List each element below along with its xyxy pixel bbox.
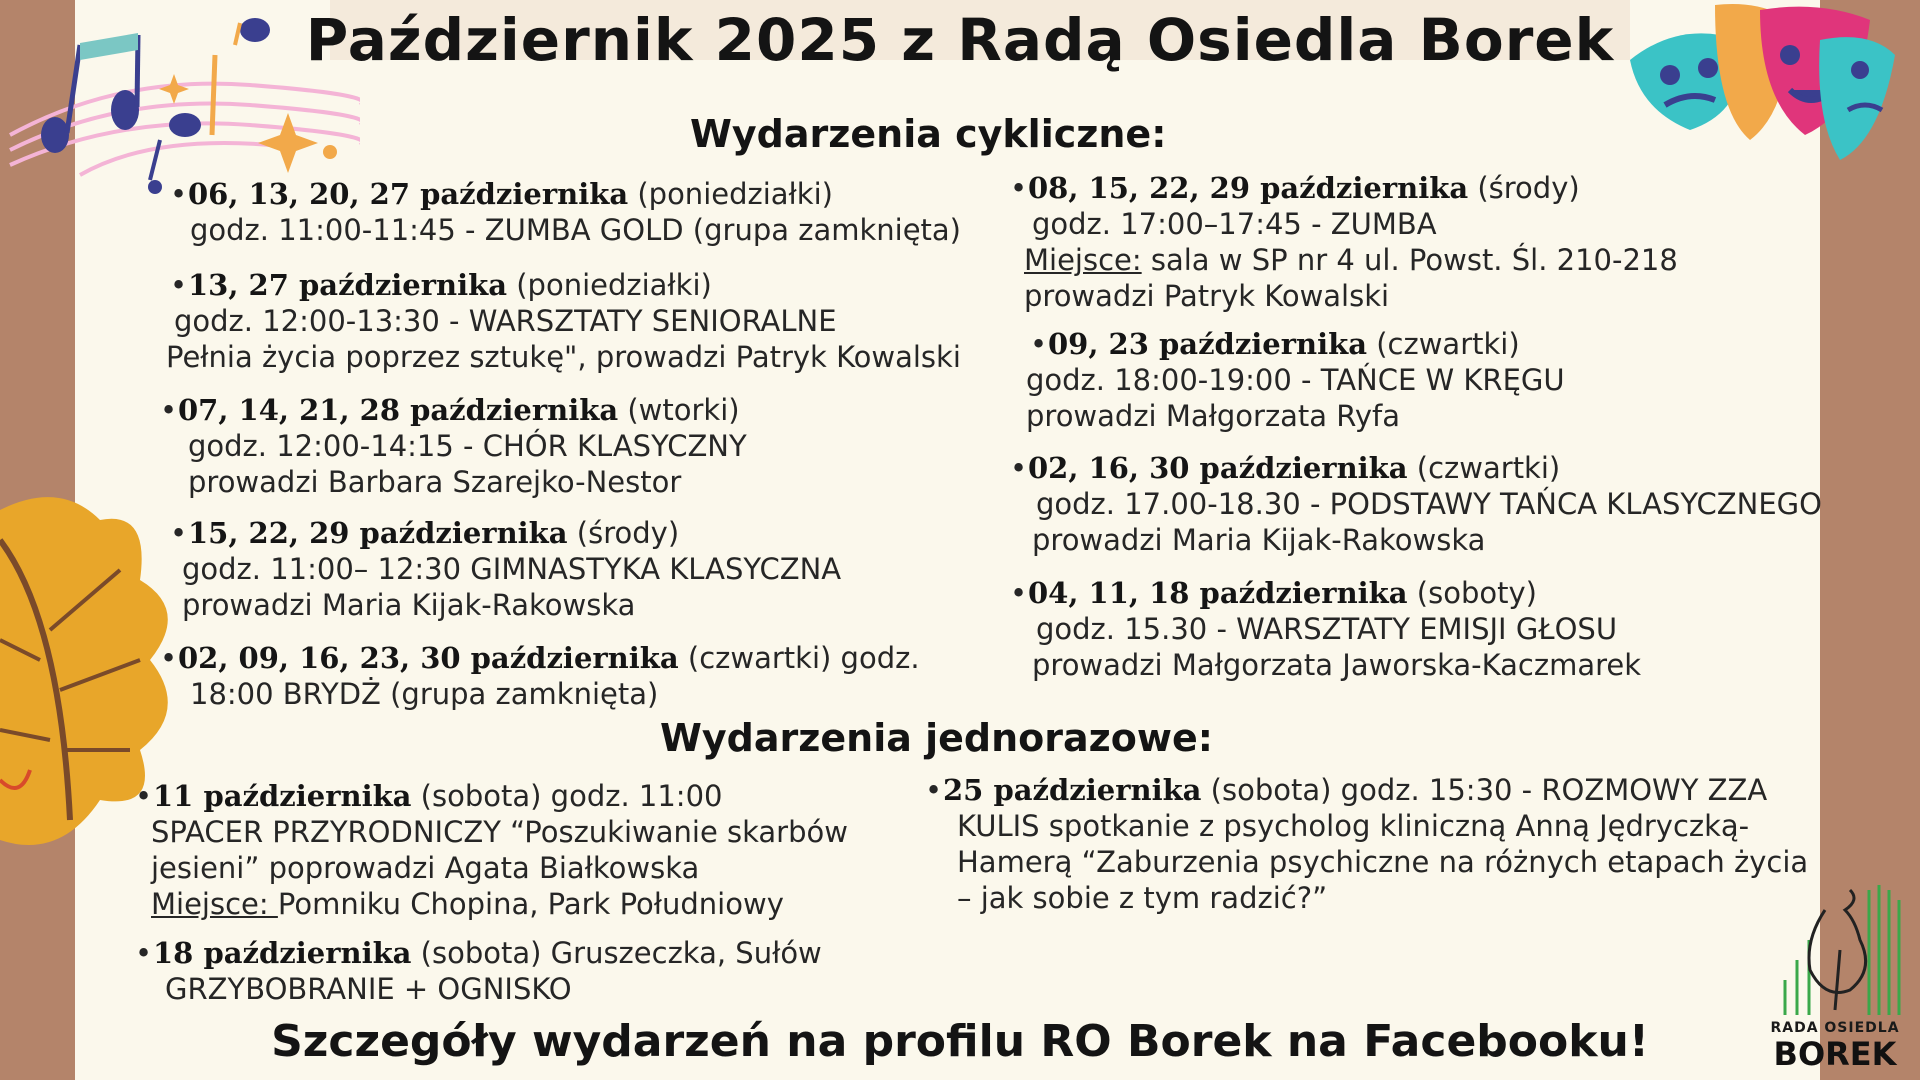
bullet-icon: •: [170, 268, 188, 302]
cyclic-event-gimnastyka: •15, 22, 29 października (środy) godz. 11:00– 12:30 GIMNASTYKA KLASYCZNA prowadzi Maria Kijak-Rakowska: [170, 516, 842, 622]
bullet-icon: •: [1010, 451, 1028, 485]
bullet-icon: •: [160, 641, 178, 675]
bullet-icon: •: [170, 516, 188, 550]
cyclic-events-heading: Wydarzenia cykliczne:: [690, 112, 1167, 156]
cyclic-event-brydz: •02, 09, 16, 23, 30 października (czwartki) godz. 18:00 BRYDŻ (grupa zamknięta): [160, 641, 920, 711]
cyclic-event-emisja-glosu: •04, 11, 18 października (soboty) godz. 15.30 - WARSZTATY EMISJI GŁOSU prowadzi Małgorzata Jaworska-Kaczmarek: [1010, 576, 1642, 682]
bullet-icon: •: [135, 779, 153, 813]
bullet-icon: •: [1010, 576, 1028, 610]
bullet-icon: •: [160, 393, 178, 427]
oneoff-event-rozmowy-zza-kulis: •25 października (sobota) godz. 15:30 - ROZMOWY ZZA KULIS spotkanie z psycholog kliniczną Anną Jędryczką- Hamerą “Zaburzenia psychiczne na różnych etapach życia – jak sobie z tym radzić?”: [925, 773, 1809, 915]
bullet-icon: •: [135, 936, 153, 970]
cyclic-event-zumba: •08, 15, 22, 29 października (środy) godz. 17:00–17:45 - ZUMBA Miejsce: sala w SP nr 4 ul. Powst. Śl. 210-218 prowadzi Patryk Kowalski: [1010, 171, 1678, 313]
cyclic-event-zumba-gold: •06, 13, 20, 27 października (poniedziałki) godz. 11:00-11:45 - ZUMBA GOLD (grupa zamknięta): [170, 177, 961, 247]
rada-osiedla-borek-logo: [1765, 880, 1905, 1073]
oneoff-events-heading: Wydarzenia jednorazowe:: [660, 716, 1213, 760]
bullet-icon: •: [925, 773, 943, 807]
cyclic-event-podstawy-tanca: •02, 16, 30 października (czwartki) godz. 17.00-18.30 - PODSTAWY TAŃCA KLASYCZNEGO prowadzi Maria Kijak-Rakowska: [1010, 451, 1822, 557]
bullet-icon: •: [1030, 327, 1048, 361]
footer-facebook-note: Szczegóły wydarzeń na profilu RO Borek na Facebooku!: [271, 1016, 1649, 1067]
bullet-icon: •: [1010, 171, 1028, 205]
cyclic-event-chor-klasyczny: •07, 14, 21, 28 października (wtorki) godz. 12:00-14:15 - CHÓR KLASYCZNY prowadzi Barbara Szarejko-Nestor: [160, 393, 747, 499]
logo-text-rada-osiedla: RADA OSIEDLA: [1770, 1020, 1900, 1036]
page-title: Październik 2025 z Radą Osiedla Borek: [305, 6, 1615, 74]
cyclic-event-warsztaty-senioralne: •13, 27 października (poniedziałki) godz. 12:00-13:30 - WARSZTATY SENIORALNE Pełnia życia poprzez sztukę", prowadzi Patryk Kowalski: [166, 268, 961, 374]
logo-text-borek: BOREK: [1773, 1035, 1897, 1073]
logo-graphic-icon: [1765, 880, 1905, 1020]
bullet-icon: •: [170, 177, 188, 211]
oneoff-event-spacer: •11 października (sobota) godz. 11:00 SPACER PRZYRODNICZY “Poszukiwanie skarbów jesieni” poprowadzi Agata Białkowska Miejsce: Pomniku Chopina, Park Południowy: [135, 779, 848, 921]
oneoff-event-grzybobranie: •18 października (sobota) Gruszeczka, Sułów GRZYBOBRANIE + OGNISKO: [135, 936, 822, 1006]
cyclic-event-tance-w-kregu: •09, 23 października (czwartki) godz. 18:00-19:00 - TAŃCE W KRĘGU prowadzi Małgorzata Ryfa: [1026, 327, 1565, 433]
